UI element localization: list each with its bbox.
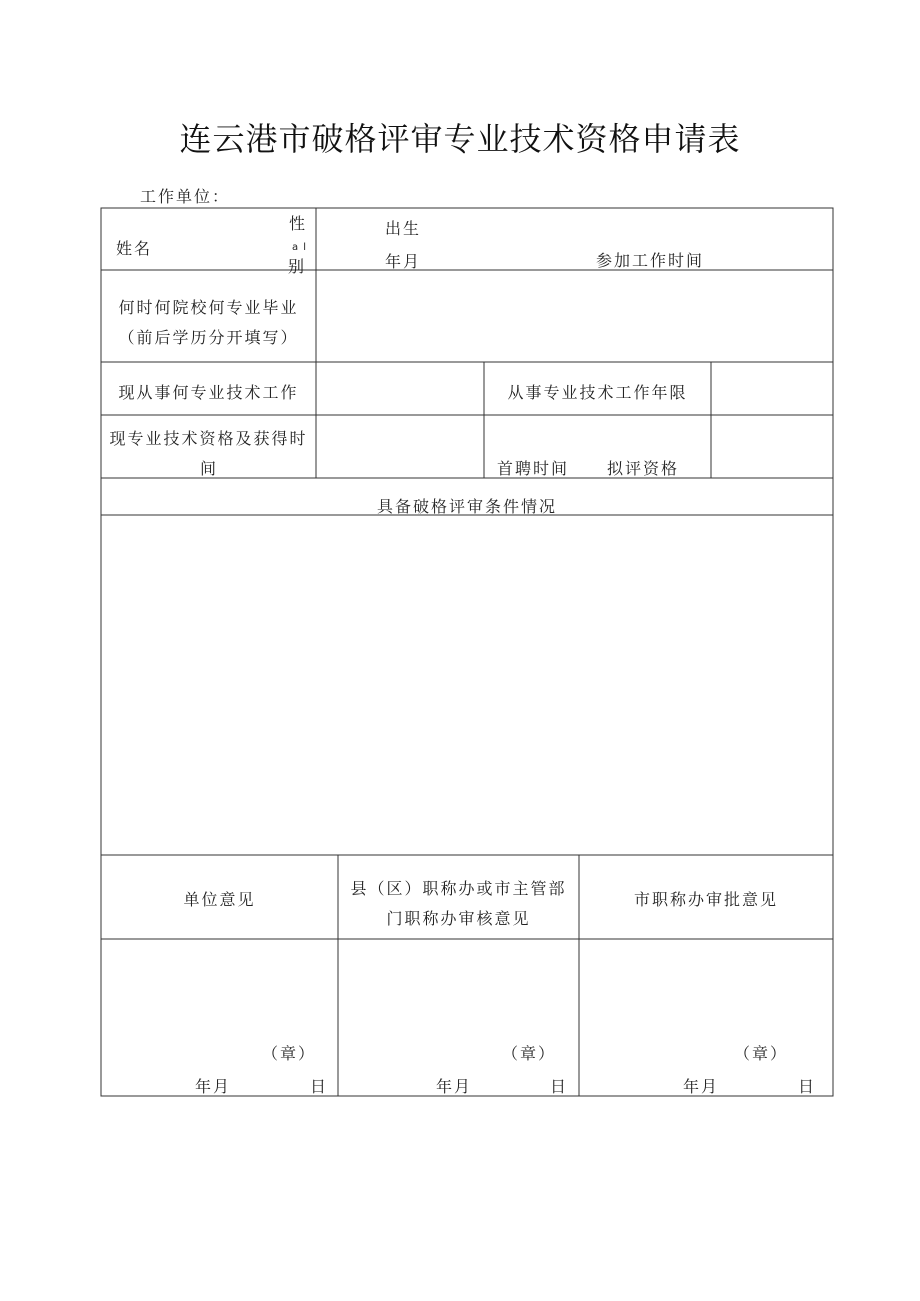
conditions-header: 具备破格评审条件情况 (376, 497, 557, 516)
city-year-month: 年月 (683, 1077, 720, 1096)
county-seal: （章） (502, 1044, 557, 1063)
county-opinion-label-line1: 县（区）职称办或市主管部 (350, 879, 567, 898)
birth-label-top: 出生 (385, 219, 422, 238)
graduation-label-line1: 何时何院校何专业毕业 (118, 298, 299, 317)
page-title: 连云港市破格评审专业技术资格申请表 (179, 120, 741, 158)
unit-opinion-label: 单位意见 (183, 890, 256, 909)
graduation-label-line2: （前后学历分开填写） (118, 328, 299, 347)
city-day: 日 (798, 1077, 817, 1096)
county-opinion-label-line2: 门职称办审核意见 (386, 909, 531, 928)
unit-day: 日 (310, 1077, 329, 1096)
unit-seal: （章） (262, 1044, 317, 1063)
qualification-label-line1: 现专业技术资格及获得时 (109, 429, 308, 448)
work-start-label: 参加工作时间 (596, 251, 705, 270)
gender-label-mid: a l (292, 242, 308, 253)
work-unit-label: 工作单位： (140, 187, 231, 206)
city-seal: （章） (734, 1044, 789, 1063)
hire-time-label: 首聘时间 (497, 459, 570, 478)
county-day: 日 (550, 1077, 569, 1096)
current-work-label: 现从事何专业技术工作 (118, 383, 299, 402)
city-opinion-label: 市职称办审批意见 (633, 890, 778, 909)
birth-label-bottom: 年月 (385, 252, 422, 271)
work-years-label: 从事专业技术工作年限 (507, 383, 688, 402)
county-year-month: 年月 (436, 1077, 473, 1096)
proposed-qualification-label: 拟评资格 (607, 459, 680, 478)
qualification-label-line2: 间 (200, 459, 219, 478)
unit-year-month: 年月 (195, 1077, 232, 1096)
gender-label-bottom: 别 (288, 257, 307, 276)
name-label: 姓名 (116, 239, 153, 258)
gender-label-top: 性 (289, 214, 308, 233)
